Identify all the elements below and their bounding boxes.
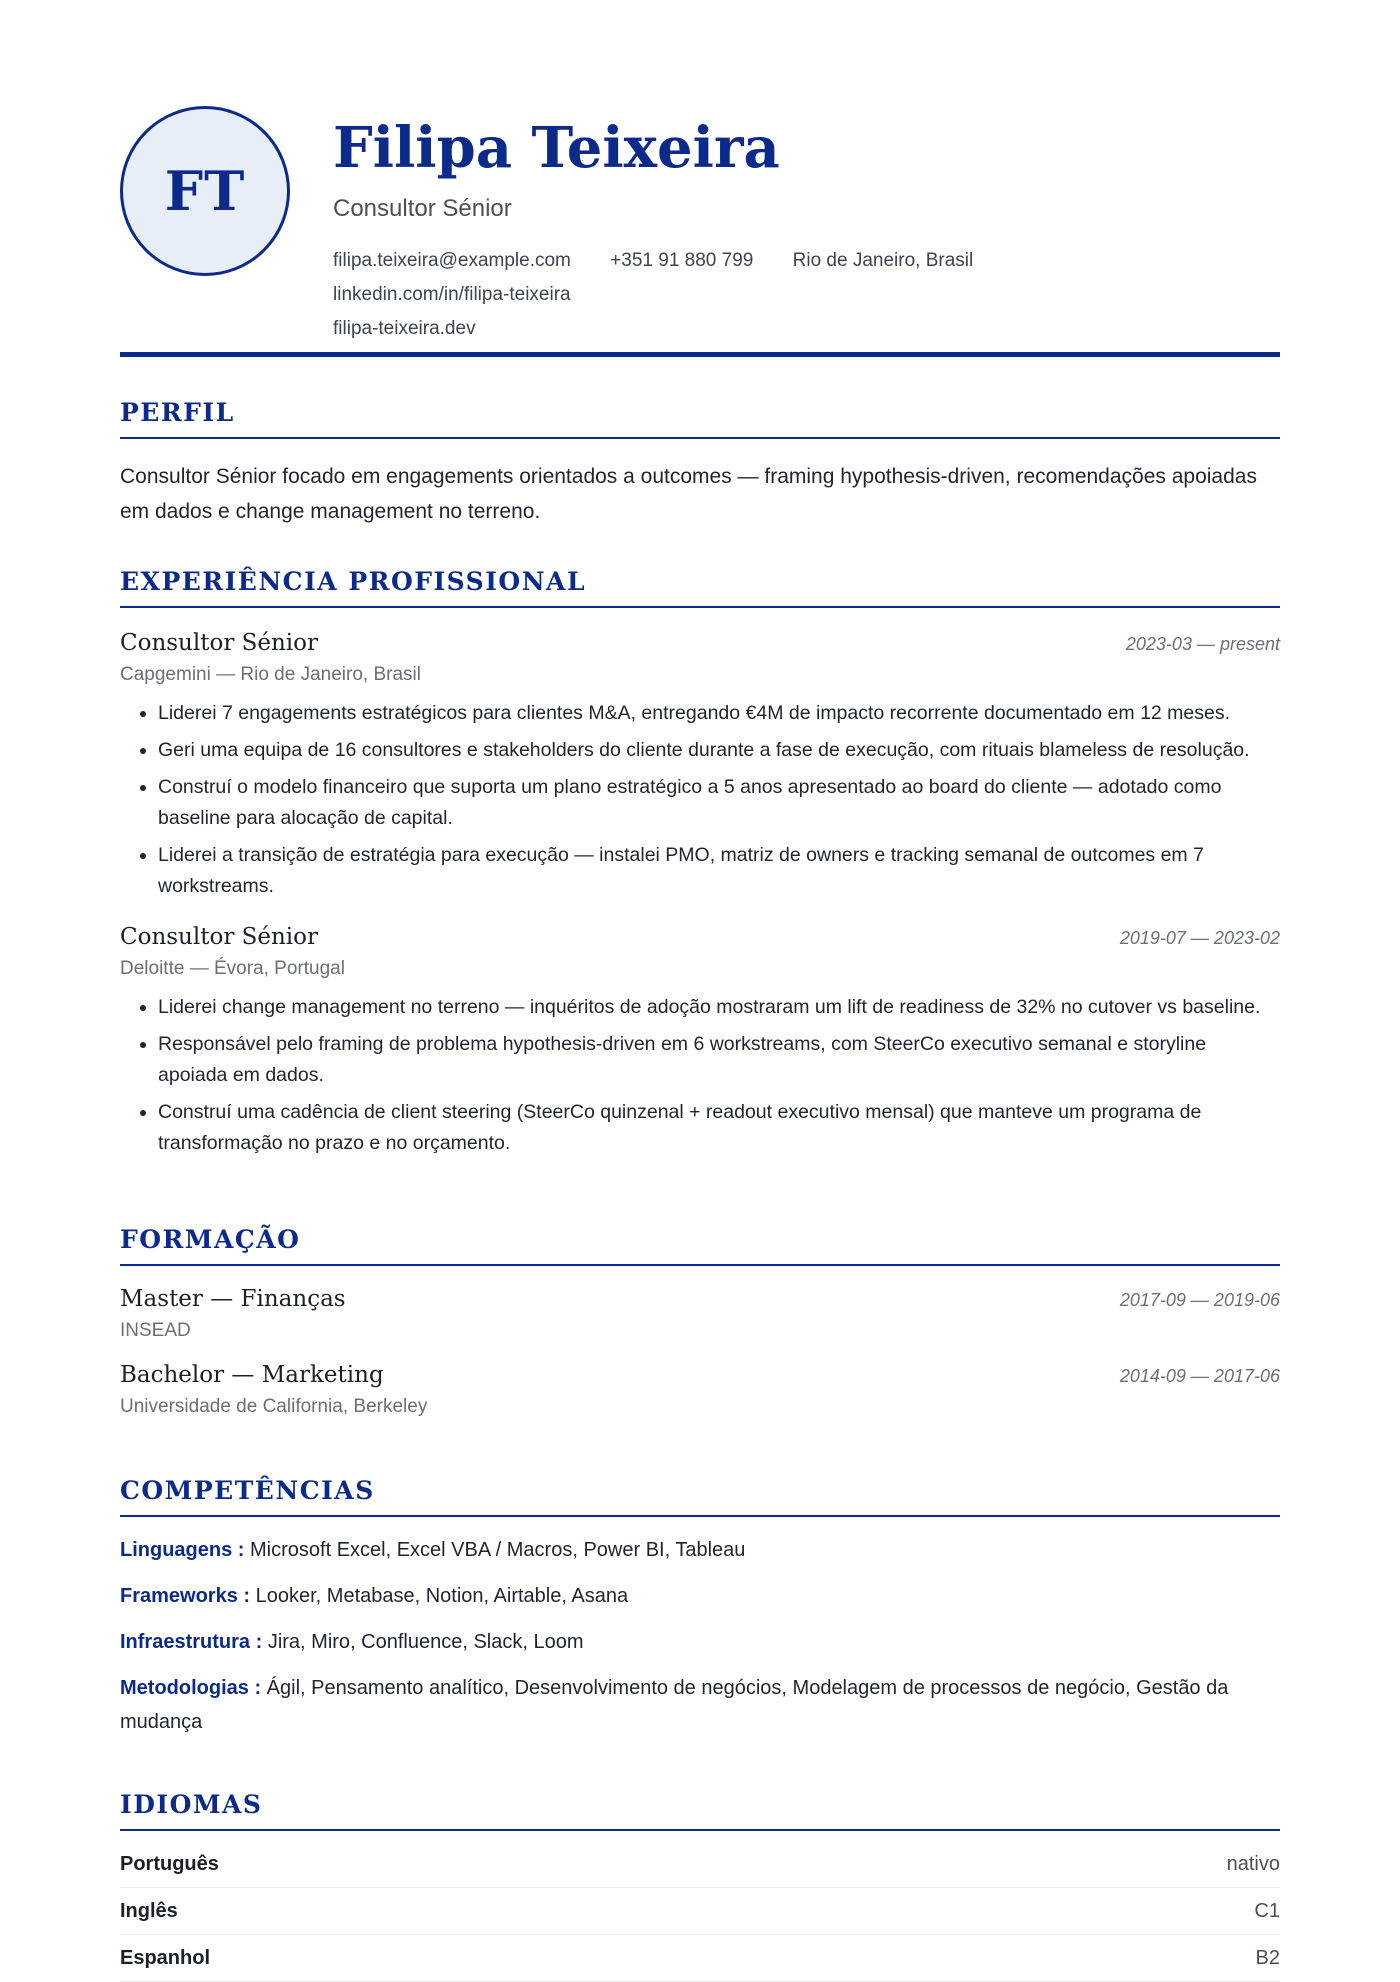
section-title-education: FORMAÇÃO (120, 1225, 1280, 1266)
header-text (333, 112, 1280, 346)
section-languages (120, 1790, 1280, 1982)
education-school: Universidade de California, Berkeley (120, 1396, 428, 1417)
section-perfil (120, 398, 1280, 529)
section-title-languages: IDIOMAS (120, 1790, 1280, 1831)
job-bullets (120, 698, 1280, 902)
candidate-name: Filipa Teixeira (333, 115, 780, 181)
job-bullets (120, 992, 1280, 1159)
contact-linkedin[interactable]: linkedin.com/in/filipa-teixeira (333, 284, 571, 305)
education-entry (120, 1362, 1280, 1418)
education-header (120, 1362, 1280, 1388)
language-name: Inglês (120, 1900, 178, 1922)
section-title-perfil: PERFIL (120, 398, 1280, 439)
language-name: Espanhol (120, 1947, 211, 1969)
section-title-experience: EXPERIÊNCIA PROFISSIONAL (120, 567, 1280, 608)
section-skills (120, 1476, 1280, 1739)
education-date: 2014-09 — 2017-06 (1119, 1366, 1280, 1386)
skill-label: Frameworks : (120, 1585, 251, 1607)
job-bullet: • Geri uma equipa de 16 consultores e stakeholders do cliente durante a fase de execução, com rituais blameless de resolução. (158, 735, 1280, 766)
job-title: Consultor Sénior (120, 630, 319, 656)
language-level: B2 (1255, 1947, 1280, 1969)
job-header (120, 630, 1280, 656)
skill-value: Ágil, Pensamento analítico, Desenvolvimento de negócios, Modelagem de processos de negócio, Gestão da mudança (120, 1677, 1229, 1733)
education-degree: Bachelor — Marketing (120, 1362, 384, 1388)
avatar-initials: FT (164, 159, 246, 223)
skill-value: Microsoft Excel, Excel VBA / Macros, Power BI, Tableau (250, 1539, 746, 1561)
job-bullet: • Responsável pelo framing de problema hypothesis-driven em 6 workstreams, com SteerCo executivo semanal e storyline apoiada em dados. (158, 1029, 1280, 1091)
candidate-role: Consultor Sénior (333, 195, 512, 222)
job-bullet: • Construí uma cadência de client steering (SteerCo quinzenal + readout executivo mensal) que manteve um programa de transformação no prazo e no orçamento. (158, 1097, 1280, 1159)
contact-phone[interactable]: +351 91 880 799 (610, 250, 754, 271)
skill-label: Metodologias : (120, 1677, 262, 1699)
section-education (120, 1225, 1280, 1418)
skill-value: Looker, Metabase, Notion, Airtable, Asana (255, 1585, 629, 1607)
language-level: C1 (1254, 1900, 1280, 1922)
education-header (120, 1286, 1280, 1312)
skill-row (120, 1579, 1280, 1613)
job-date: 2019-07 — 2023-02 (1119, 928, 1280, 948)
job-entry (120, 924, 1280, 1159)
section-experience (120, 567, 1280, 1165)
contact-list (333, 244, 1273, 346)
language-name: Português (120, 1853, 219, 1875)
job-bullet: • Liderei 7 engagements estratégicos para clientes M&A, entregando €4M de impacto recorrente documentado em 12 meses. (158, 698, 1280, 729)
avatar (120, 106, 290, 276)
job-date: 2023-03 — present (1125, 634, 1280, 654)
language-row (120, 1888, 1280, 1935)
skill-row (120, 1533, 1280, 1567)
perfil-text: Consultor Sénior focado em engagements orientados a outcomes — framing hypothesis-driven, recomendações apoiadas em dados e change management no terreno. (120, 465, 1257, 523)
skill-value: Jira, Miro, Confluence, Slack, Loom (267, 1631, 584, 1653)
language-row (120, 1841, 1280, 1888)
skill-label: Linguagens : (120, 1539, 245, 1561)
skill-row (120, 1671, 1280, 1739)
resume-header (120, 0, 1280, 348)
contact-website[interactable]: filipa-teixeira.dev (333, 318, 476, 339)
job-header (120, 924, 1280, 950)
skill-label: Infraestrutura : (120, 1631, 263, 1653)
education-school: INSEAD (120, 1320, 191, 1341)
job-organization: Capgemini — Rio de Janeiro, Brasil (120, 664, 421, 685)
language-level: nativo (1226, 1853, 1280, 1875)
job-title: Consultor Sénior (120, 924, 319, 950)
skill-row (120, 1625, 1280, 1659)
job-entry (120, 630, 1280, 902)
education-degree: Master — Finanças (120, 1286, 346, 1312)
job-organization: Deloitte — Évora, Portugal (120, 958, 345, 979)
language-row (120, 1935, 1280, 1982)
education-entry (120, 1286, 1280, 1342)
header-divider (120, 352, 1280, 357)
contact-location: Rio de Janeiro, Brasil (792, 250, 974, 271)
job-bullet: • Liderei change management no terreno — inquéritos de adoção mostraram um lift de readiness de 32% no cutover vs baseline. (158, 992, 1280, 1023)
education-date: 2017-09 — 2019-06 (1119, 1290, 1280, 1310)
contact-email[interactable]: filipa.teixeira@example.com (333, 250, 571, 271)
section-title-skills: COMPETÊNCIAS (120, 1476, 1280, 1517)
job-bullet: • Liderei a transição de estratégia para execução — instalei PMO, matriz de owners e tracking semanal de outcomes em 7 workstreams. (158, 840, 1280, 902)
job-bullet: • Construí o modelo financeiro que suporta um plano estratégico a 5 anos apresentado ao board do cliente — adotado como baseline para alocação de capital. (158, 772, 1280, 834)
